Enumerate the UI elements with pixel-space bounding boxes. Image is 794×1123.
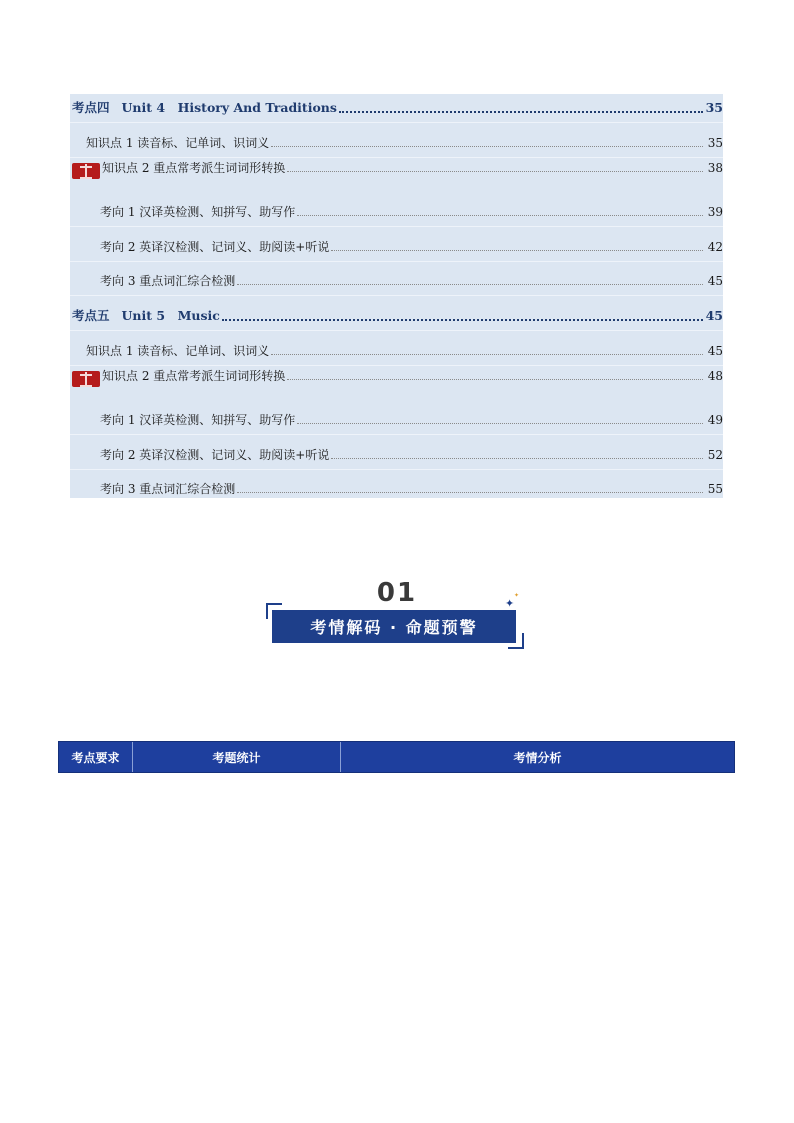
toc-row[interactable] [70,198,723,227]
toc-title: 考向 3 重点词汇综合检测 [100,482,236,496]
toc-row[interactable] [70,154,723,182]
toc-row[interactable] [70,362,723,390]
toc-prefix: 考点四 [72,99,110,115]
column-header: 考情分析 [513,750,562,765]
toc-row[interactable] [70,406,723,435]
table-of-contents [70,94,723,498]
toc-page: 49 [707,413,723,427]
toc-page: 38 [707,161,723,175]
toc-page: 35 [705,99,723,115]
toc-title: 考向 1 汉译英检测、知拼写、助写作 [100,413,296,427]
toc-title: 知识点 2 重点常考派生词词形转换 [102,161,286,175]
toc-page: 55 [707,482,723,496]
toc-prefix: 考点五 [72,307,110,323]
toc-page: 35 [707,136,723,150]
toc-title: 考向 2 英译汉检测、记词义、助阅读+听说 [100,448,330,462]
toc-leader [271,353,703,355]
toc-row[interactable] [70,302,723,331]
section-number: 01 [376,578,418,608]
toc-title: Unit 4 History And Traditions [121,99,337,115]
toc-leader [297,214,703,216]
toc-row[interactable] [70,94,723,123]
toc-title: 知识点 1 读音标、记单词、识词义 [86,136,270,150]
toc-leader [287,378,703,380]
toc-row[interactable] [70,267,723,296]
section-title-frame [266,603,524,649]
toc-title: 考向 2 英译汉检测、记词义、助阅读+听说 [100,240,330,254]
section-title: 考情解码 · 命题预警 [272,610,516,643]
toc-leader [237,491,703,493]
toc-page: 52 [707,448,723,462]
toc-page: 45 [707,344,723,358]
toc-title: Unit 5 Music [121,307,220,323]
toc-row[interactable] [70,475,723,503]
sparkle-icon: ✦ [505,597,515,610]
column-header: 考题统计 [133,742,341,772]
sparkle-icon: ✦ [514,592,520,599]
toc-page: 45 [705,307,723,323]
toc-leader [331,457,703,459]
toc-title: 考向 1 汉译英检测、知拼写、助写作 [100,205,296,219]
analysis-table-header [58,741,735,773]
toc-leader [297,422,703,424]
toc-leader [222,318,703,321]
toc-page: 42 [707,240,723,254]
toc-page: 45 [707,274,723,288]
toc-leader [237,283,703,285]
toc-title: 考向 3 重点词汇综合检测 [100,274,236,288]
toc-leader [271,145,703,147]
toc-title: 知识点 2 重点常考派生词词形转换 [102,369,286,383]
toc-leader [331,249,703,251]
toc-page: 39 [707,205,723,219]
toc-title: 知识点 1 读音标、记单词、识词义 [86,344,270,358]
toc-leader [339,110,703,113]
column-header: 考点要求 [59,742,133,772]
toc-row[interactable] [70,233,723,262]
toc-page: 48 [707,369,723,383]
toc-leader [287,170,703,172]
toc-row[interactable] [70,441,723,470]
